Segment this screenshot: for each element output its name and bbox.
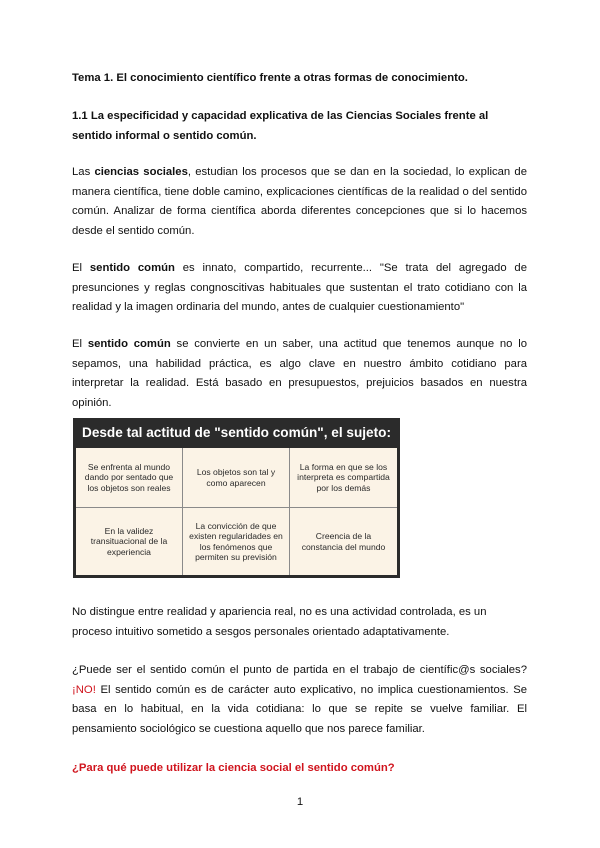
paragraph-text: Las — [72, 166, 95, 178]
section-heading: 1.1 La especificidad y capacidad explicativa de las Ciencias Sociales frente al sentido informal o sentido común. — [72, 110, 489, 142]
paragraph-text: El — [72, 262, 90, 274]
paragraph-text: es innato, compartido, recurrente... "Se trata del agregado de presunciones y reglas congnoscitivas habituales que sustentan el trato cotidiano con la realidad y la imagen ordinaria del mundo, antes de cualquier cuestionamiento" — [72, 262, 527, 313]
table-cell: Se enfrenta al mundo dando por sentado que los objetos son reales — [76, 448, 183, 508]
paragraph-text: , estudian los procesos que se dan en la sociedad, lo explican de manera científica, tiene doble camino, explicaciones científicas de la realidad o del sentido común. Analizar de forma científica aborda diferentes concepciones que si lo hacemos desde el sentido común. — [72, 166, 527, 237]
table-cell: Los objetos son tal y como aparecen — [183, 448, 290, 508]
paragraph-sentido-comun-saber — [72, 335, 527, 413]
table-cell: En la validez transituacional de la experiencia — [76, 508, 183, 575]
paragraph-ciencias-sociales — [72, 163, 527, 241]
bold-term: ciencias sociales — [94, 166, 188, 178]
table-grid — [76, 448, 397, 575]
paragraph-text: El — [72, 338, 88, 350]
final-question: ¿Para qué puede utilizar la ciencia social el sentido común? — [72, 762, 395, 774]
paragraph-text: se convierte en un saber, una actitud que tenemos aunque no lo sepamos, una habilidad práctica, es algo clave en nuestro ámbito cotidiano para interpretar la realidad. Está basado en presupuestos, prejuicios basados en nuestra opinión. — [72, 338, 527, 409]
page-number: 1 — [296, 796, 304, 808]
bold-term: sentido común — [87, 338, 171, 350]
answer-emphasis: ¡NO! — [72, 683, 96, 696]
paragraph-sentido-comun-definicion — [72, 259, 527, 318]
paragraph-punto-de-partida — [72, 661, 527, 739]
table-cell: Creencia de la constancia del mundo — [301, 531, 386, 552]
paragraph-text: El sentido común es de carácter auto explicativo, no implica cuestionamientos. Se basa en lo habitual, en la vida cotidiana: lo que se repite se vuelve familiar. El pensamiento sociológico se cuestiona aquello que nos parece familiar. — [72, 683, 528, 735]
paragraph-text: ¿Puede ser el sentido común el punto de partida en el trabajo de científic@s sociales? — [72, 664, 527, 676]
bold-term: sentido común — [89, 262, 175, 274]
table-header: Desde tal actitud de "sentido común", el sujeto: — [82, 425, 391, 440]
paragraph-no-distingue: No distingue entre realidad y apariencia real, no es una actividad controlada, es un proceso intuitivo sometido a sesgos personales orientado adaptativamente. — [72, 606, 487, 638]
document-title: Tema 1. El conocimiento científico frente a otras formas de conocimiento. — [72, 72, 468, 84]
table-cell: La convicción de que existen regularidades en los fenómenos que permiten su previsión — [183, 508, 290, 575]
sentido-comun-table — [73, 418, 400, 578]
table-cell: La forma en que se los interpreta es compartida por los demás — [290, 448, 397, 508]
